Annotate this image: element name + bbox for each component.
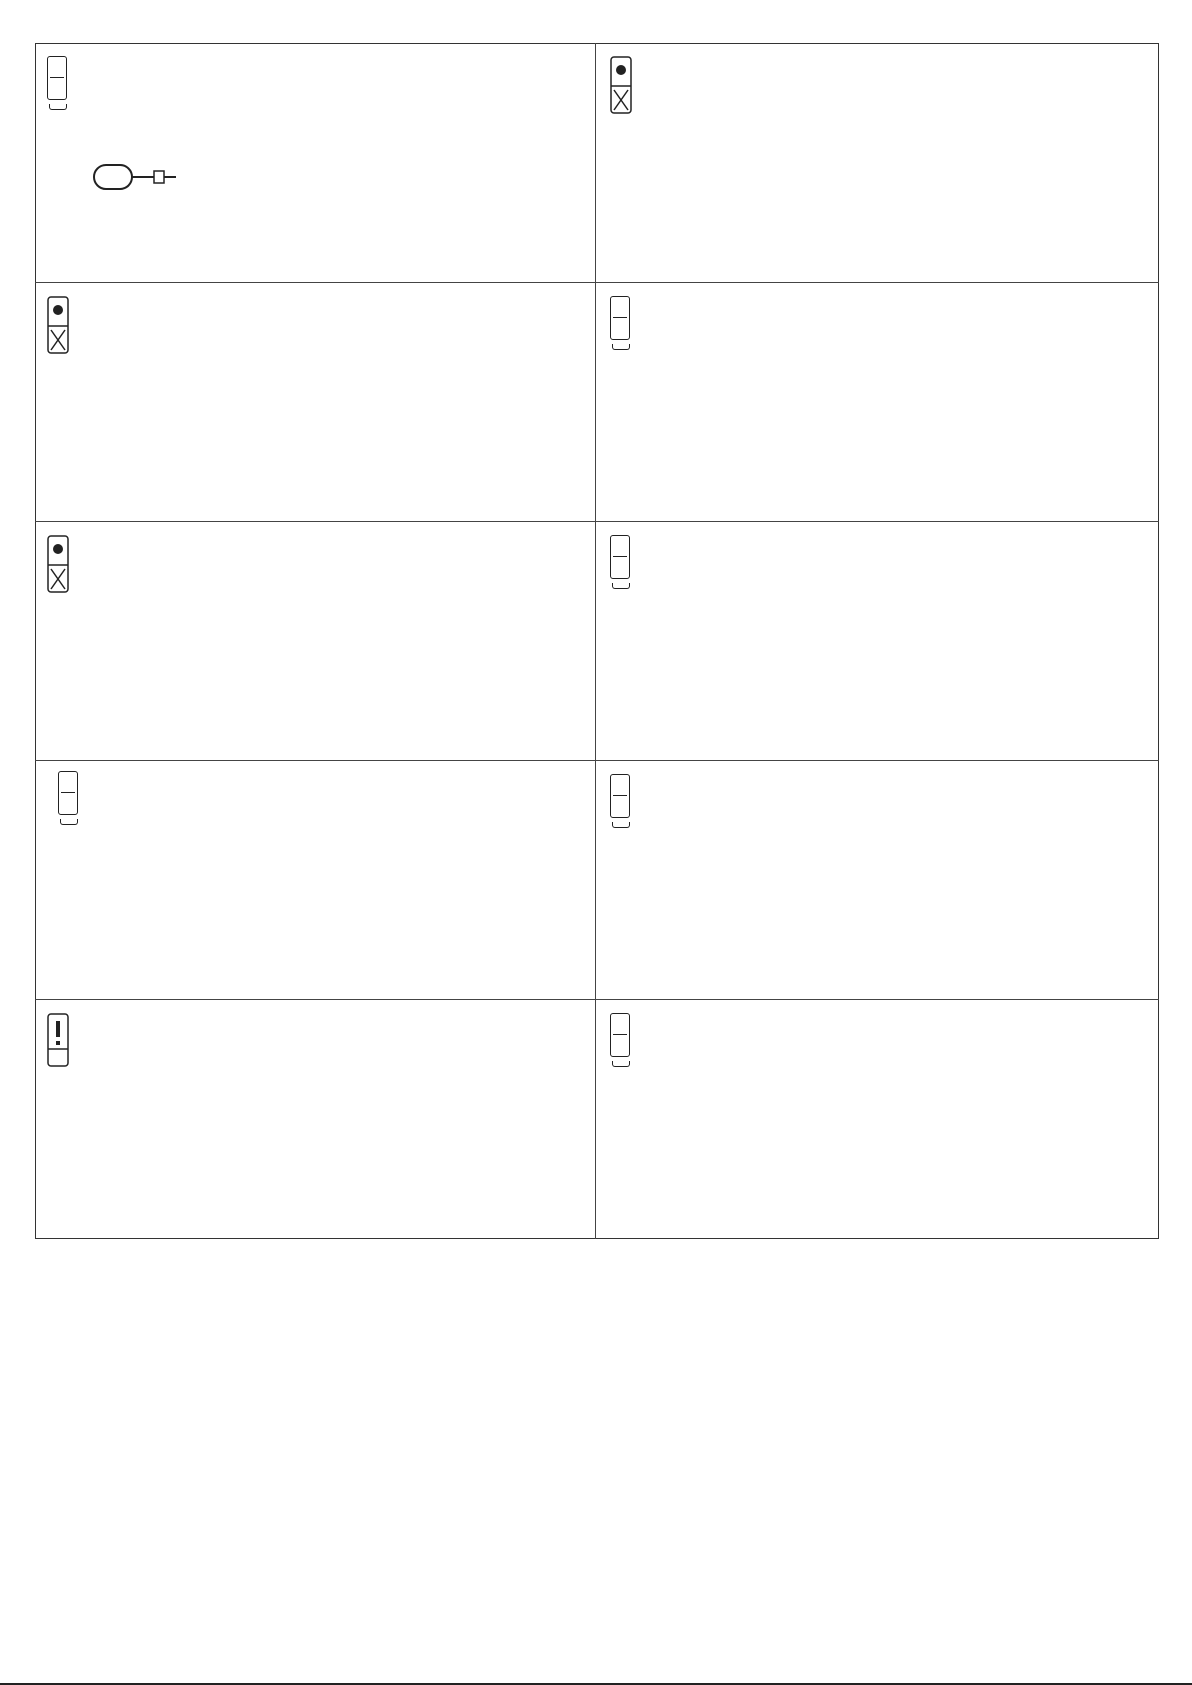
panel-1-marker-base (49, 104, 67, 110)
danger-marker-icon (47, 296, 69, 354)
panel-6-marker-base (612, 583, 630, 589)
danger-marker-icon (47, 535, 69, 593)
grid-divider-2 (35, 521, 1159, 522)
panel-10-marker (610, 1013, 630, 1057)
grid-divider-4 (35, 999, 1159, 1000)
panel-10-marker-base (612, 1061, 630, 1067)
panel-7-marker (58, 771, 78, 815)
panel-4-marker (610, 296, 630, 340)
panel-4-marker-base (612, 344, 630, 350)
lifeline-components-diagram (80, 115, 600, 255)
danger-marker-icon (610, 56, 632, 114)
panel-1-marker (47, 56, 67, 100)
panel-7-marker-base (60, 819, 78, 825)
panel-8-marker-base (612, 822, 630, 828)
grid-divider-3 (35, 760, 1159, 761)
grid-divider-1 (35, 282, 1159, 283)
warning-marker-icon (47, 1013, 69, 1067)
panel-6-marker (610, 535, 630, 579)
panel-8-marker (610, 774, 630, 818)
